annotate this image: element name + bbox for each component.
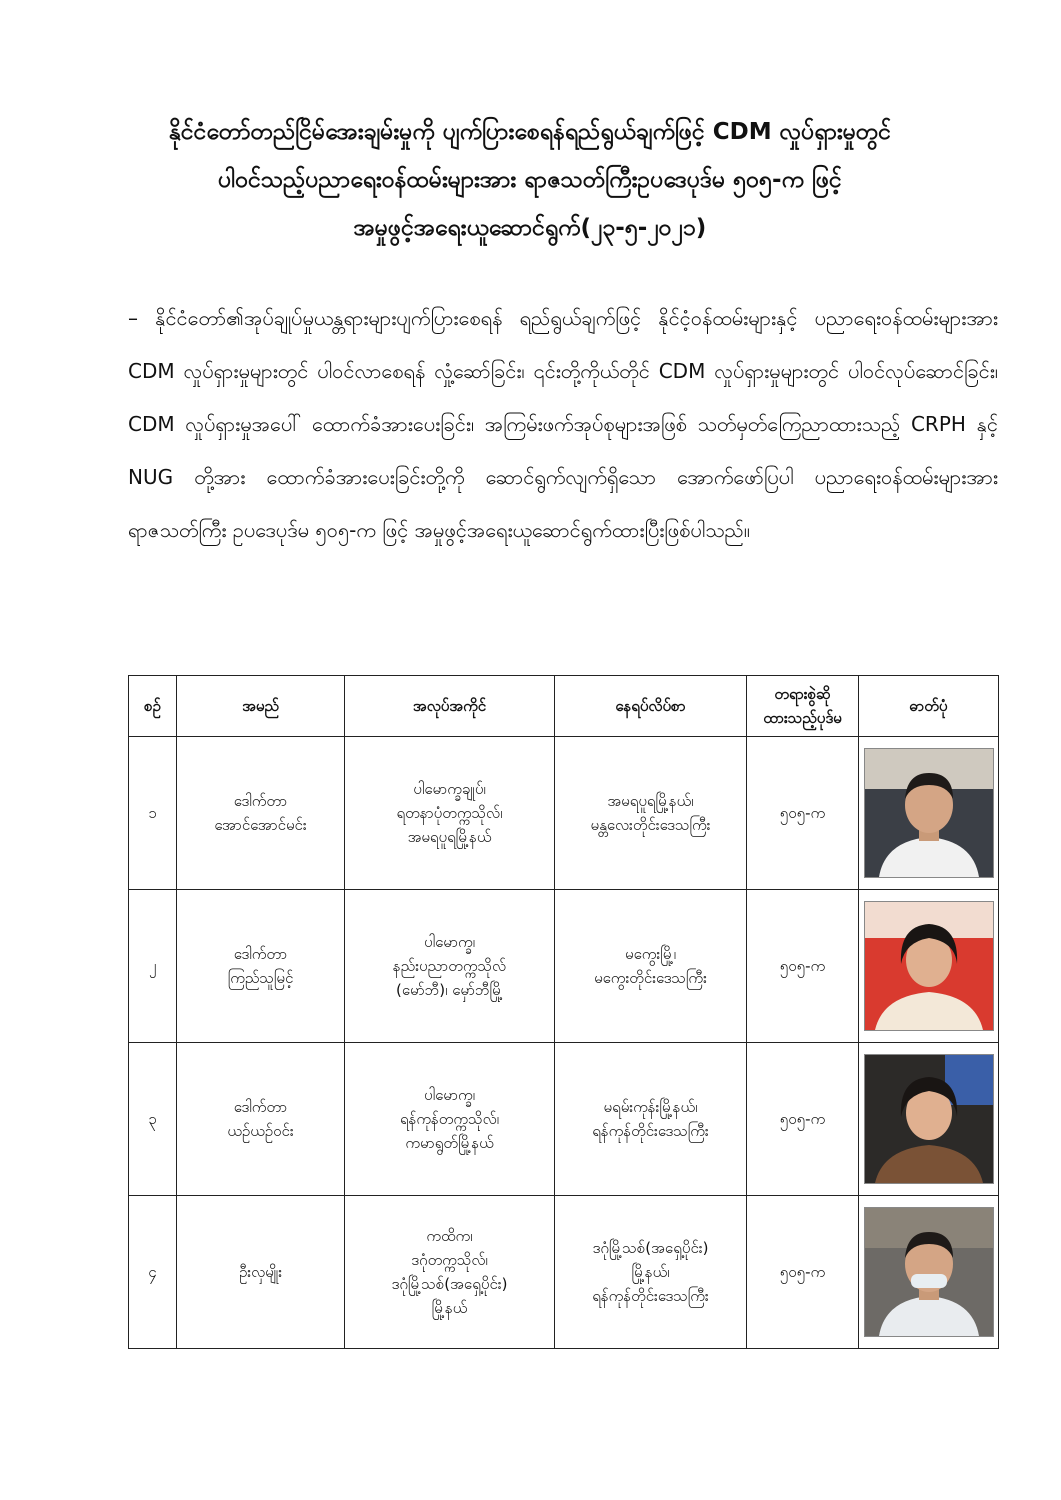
woman-portrait-icon [865,1055,993,1183]
row-section: ၅၀၅-က [747,890,859,1043]
row-name-line-2: ယဉ်ယဉ်ဝင်း [227,1122,294,1140]
row-photo [859,737,999,890]
row-photo [859,1196,999,1349]
row-address-line-1: မရမ်းကုန်းမြို့နယ်၊ [603,1098,698,1116]
row-address [555,1043,747,1196]
man-portrait-icon [865,749,993,877]
header-position: အလုပ်အကိုင် [345,676,555,737]
row-name-line-1: ဒေါက်တာ [233,945,288,963]
row-address-line-3: ရန်ကုန်တိုင်းဒေသကြီး [592,1287,709,1305]
row-section: ၅၀၅-က [747,737,859,890]
row-name [177,890,345,1043]
row-address-line-2: မကွေးတိုင်းဒေသကြီး [594,969,707,987]
row-position [345,1043,555,1196]
document-title [60,108,1000,252]
row-section: ၅၀၅-က [747,1196,859,1349]
header-section [747,676,859,737]
row-position-line-4: မြို့နယ် [431,1299,468,1317]
title-line-3: အမှုဖွင့်အရေးယူဆောင်ရွက်(၂၃-၅-၂၀၂၁) [353,215,707,241]
portrait-photo [864,1207,994,1337]
man-portrait-icon [865,1208,993,1336]
portrait-photo [864,1054,994,1184]
header-photo: ဓာတ်ပုံ [859,676,999,737]
row-name [177,737,345,890]
row-name-line-1: ဒေါက်တာ [233,1098,288,1116]
row-position-line-3: (မော်ဘီ)၊ မှော်ဘီမြို့ [396,981,503,999]
row-position-line-3: ဒဂုံမြို့သစ်(အရှေ့ပိုင်း) [391,1275,508,1293]
row-no: ၁ [129,737,177,890]
row-section: ၅၀၅-က [747,1043,859,1196]
row-photo [859,1043,999,1196]
row-no: ၂ [129,890,177,1043]
header-name: အမည် [177,676,345,737]
header-section-line-1: တရားစွဲဆို [774,685,831,703]
row-address [555,890,747,1043]
portrait-photo [864,901,994,1031]
row-address-line-1: မကွေးမြို့၊ [625,945,676,963]
row-no: ၄ [129,1196,177,1349]
row-name-line-1: ဒေါက်တာ [233,792,288,810]
records-table [128,675,999,1349]
row-position-line-2: နည်းပညာတက္ကသိုလ် [392,957,507,975]
row-position-line-2: ဒဂုံတက္ကသိုလ်၊ [411,1251,488,1269]
table-row [129,890,999,1043]
row-position-line-2: ရန်ကုန်တက္ကသိုလ်၊ [399,1110,500,1128]
row-address-line-2: မန္တလေးတိုင်းဒေသကြီး [590,816,711,834]
header-section-line-2: ထားသည့်ပုဒ်မ [763,709,842,727]
row-position-line-1: ကထိက၊ [426,1227,473,1245]
body-paragraph [128,292,998,557]
row-position-line-3: အမရပူရမြို့နယ် [407,828,492,846]
row-name [177,1043,345,1196]
row-position [345,890,555,1043]
row-address-line-2: မြို့နယ်၊ [631,1263,670,1281]
row-name [177,1196,345,1349]
row-position [345,737,555,890]
row-position-line-1: ပါမောက္ခချုပ်၊ [413,780,486,798]
row-address-line-1: အမရပူရမြို့နယ်၊ [607,792,694,810]
row-position [345,1196,555,1349]
title-line-2: ပါဝင်သည့်ပညာရေးဝန်ထမ်းများအား ရာဇသတ်ကြီးဥပဒေပုဒ်မ ၅၀၅-က ဖြင့် [218,167,842,193]
row-address [555,737,747,890]
title-line-1: နိုင်ငံတော်တည်ငြိမ်အေးချမ်းမှုကို ပျက်ပြားစေရန်ရည်ရွယ်ချက်ဖြင့် CDM လှုပ်ရှားမှုတွင် [168,119,892,145]
woman-portrait-icon [865,902,993,1030]
row-position-line-1: ပါမောက္ခ၊ [423,933,476,951]
row-no: ၃ [129,1043,177,1196]
row-photo [859,890,999,1043]
header-no: စဉ် [129,676,177,737]
table-row [129,1196,999,1349]
table-row [129,737,999,890]
table-header-row [129,676,999,737]
row-name-line-2: အောင်အောင်မင်း [214,816,307,834]
row-position-line-2: ရတနာပုံတက္ကသိုလ်၊ [396,804,503,822]
row-position-line-1: ပါမောက္ခ၊ [423,1086,476,1104]
header-address: နေရပ်လိပ်စာ [555,676,747,737]
row-name-line-2: ကြည်သူမြင့် [227,969,294,987]
row-address-line-2: ရန်ကုန်တိုင်းဒေသကြီး [592,1122,709,1140]
row-name-line-1: ဦးလှမျိုး [238,1263,283,1281]
row-address-line-1: ဒဂုံမြို့သစ်(အရှေ့ပိုင်း) [592,1239,709,1257]
row-address [555,1196,747,1349]
portrait-photo [864,748,994,878]
row-position-line-3: ကမာရွတ်မြို့နယ် [405,1134,494,1152]
table-row [129,1043,999,1196]
paragraph-text: – နိုင်ငံတော်၏အုပ်ချုပ်မှုယန္တရားများပျက်ပြားစေရန် ရည်ရွယ်ချက်ဖြင့် နိုင်ငံ့ဝန်ထမ်းများနှင့် ပညာရေးဝန်ထမ်းများအား CDM လှုပ်ရှားမှုများတွင် ပါဝင်လာစေရန် လှုံ့ဆော်ခြင်း၊ ၎င်းတို့ကိုယ်တိုင် CDM လှုပ်ရှားမှုများတွင် ပါဝင်လုပ်ဆောင်ခြင်း၊ CDM လှုပ်ရှားမှုအပေါ် ထောက်ခံအားပေးခြင်း၊ အကြမ်းဖက်အုပ်စုများအဖြစ် သတ်မှတ်ကြေညာထားသည့် CRPH နှင့် NUG တို့အား ထောက်ခံအားပေးခြင်းတို့ကို ဆောင်ရွက်လျက်ရှိသော အောက်ဖော်ပြပါ ပညာရေးဝန်ထမ်းများအား ရာဇသတ်ကြီး ဥပဒေပုဒ်မ ၅၀၅-က ဖြင့် အမှုဖွင့်အရေးယူဆောင်ရွက်ထားပြီးဖြစ်ပါသည်။ [128,306,998,542]
